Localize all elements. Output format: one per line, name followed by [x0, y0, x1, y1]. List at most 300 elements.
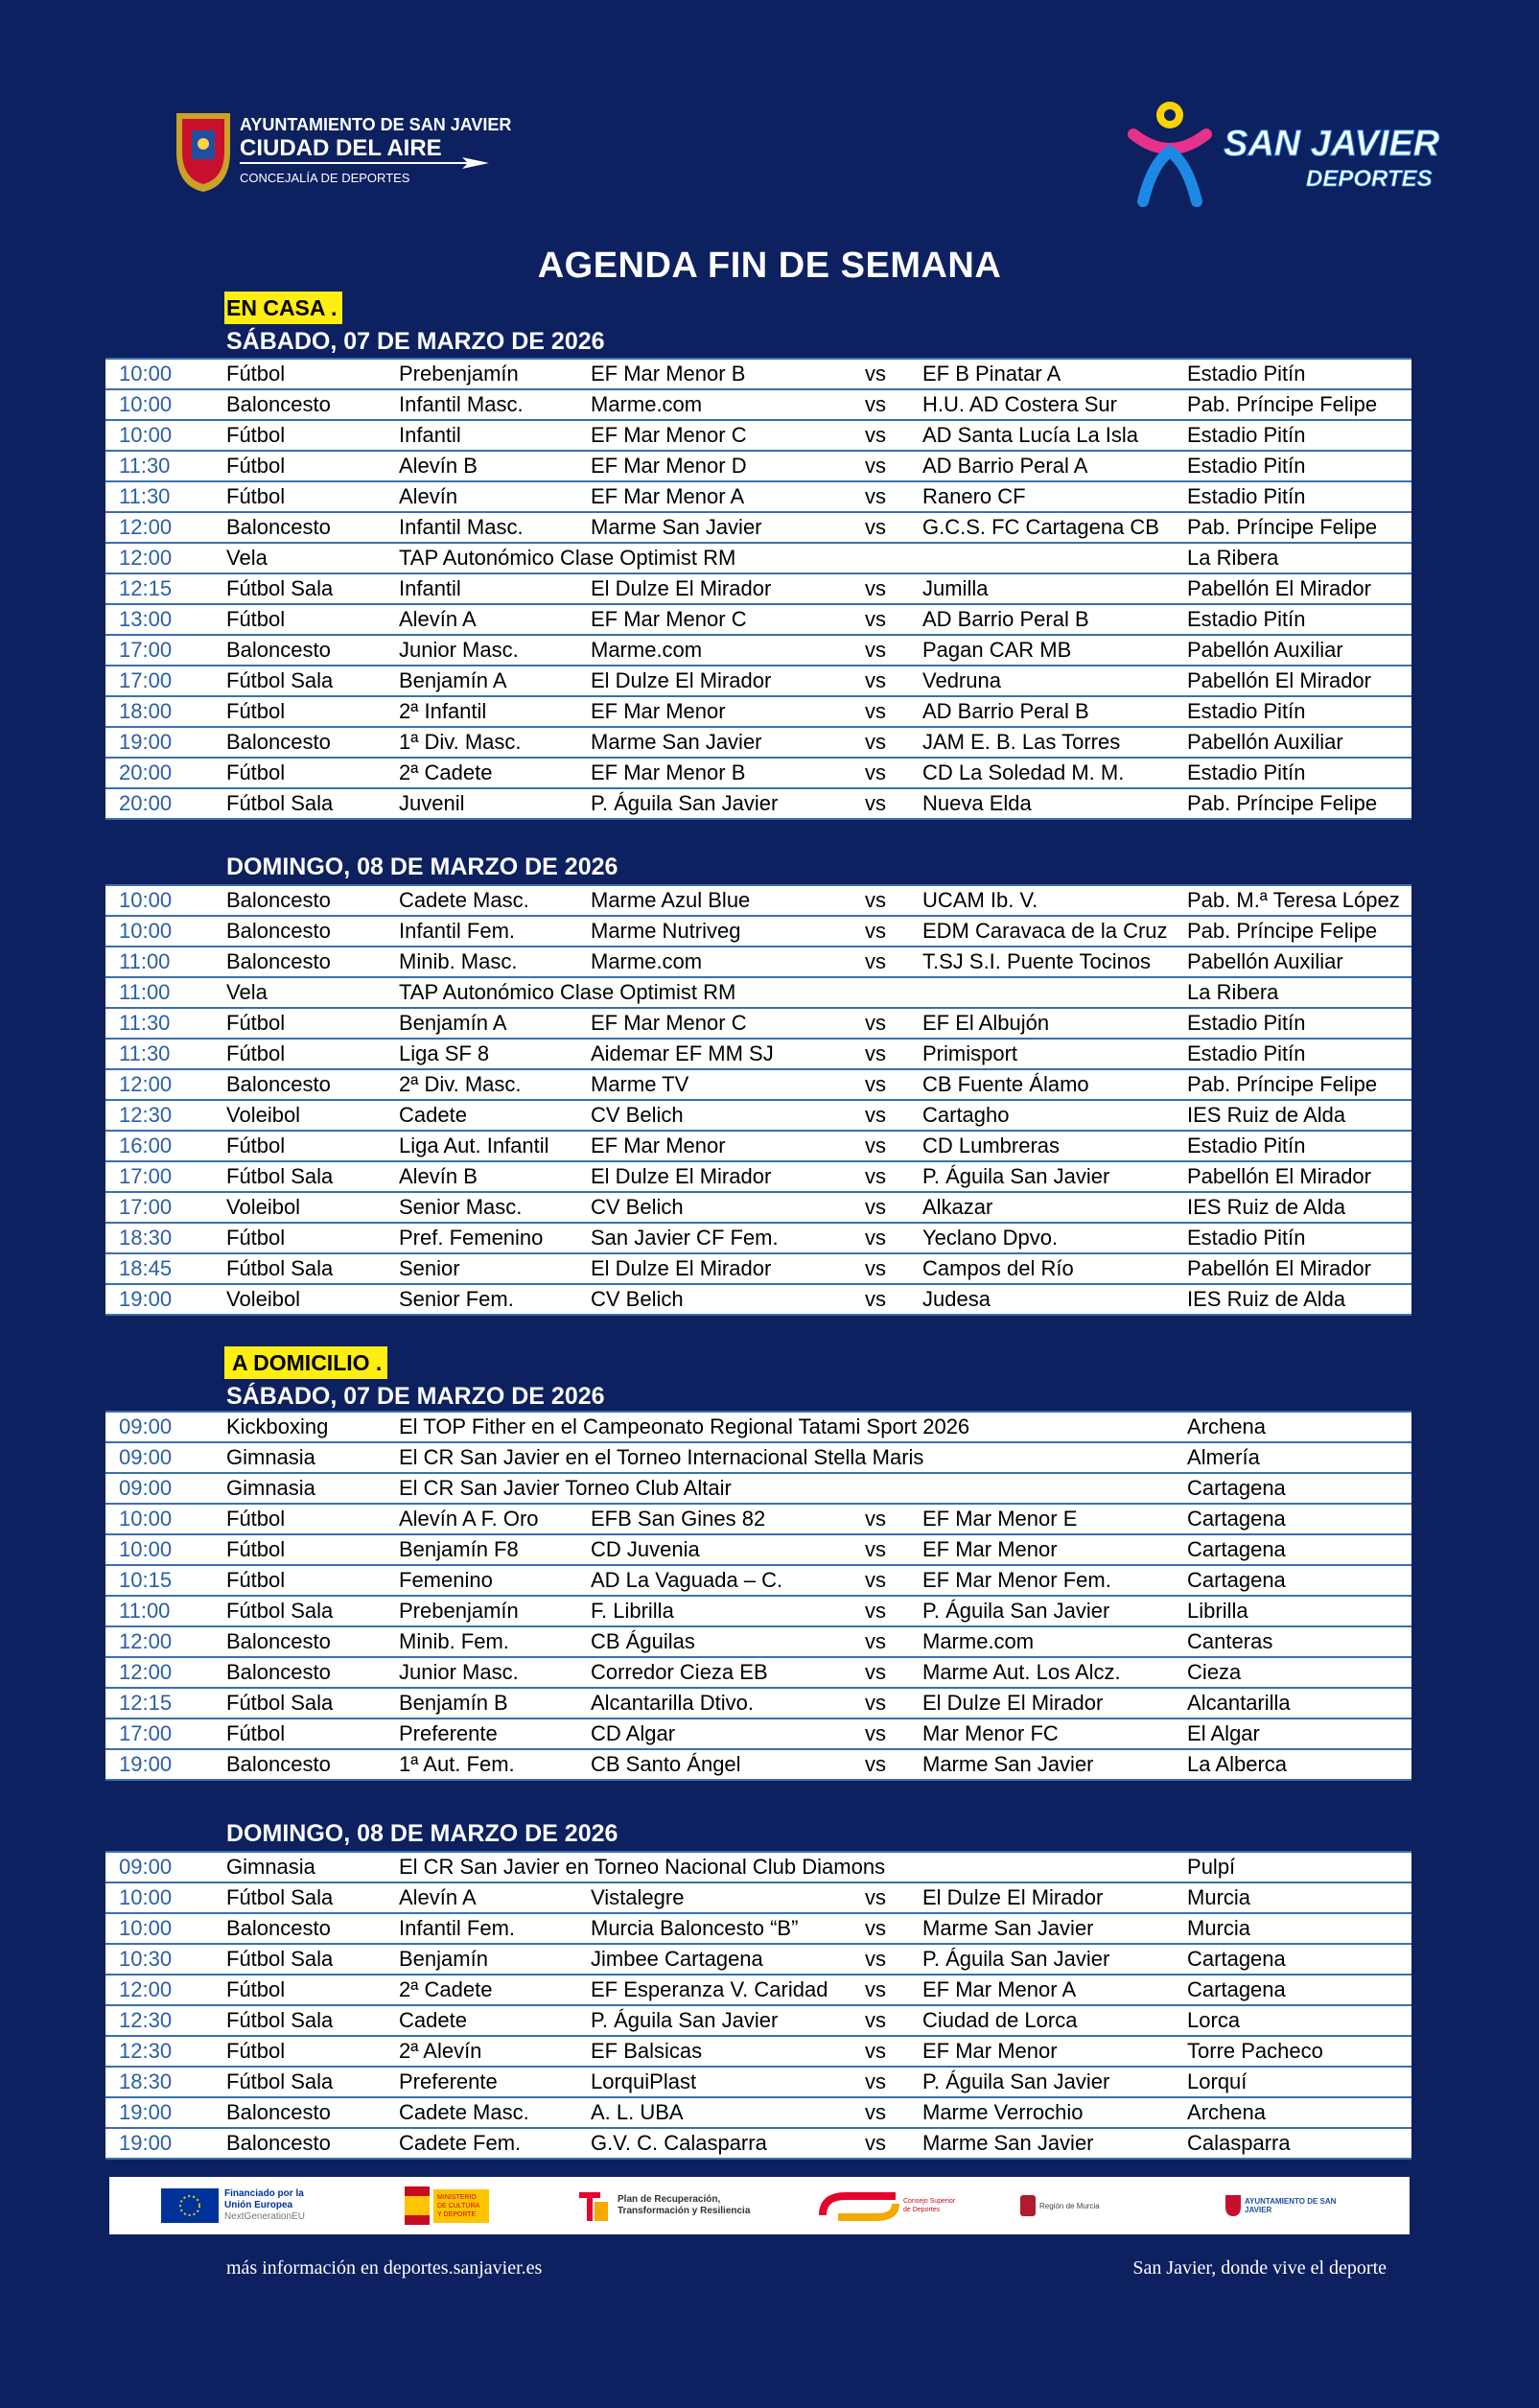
venue-cell: Cartagena: [1183, 1944, 1411, 1975]
venue-cell: Estadio Pitín: [1183, 481, 1411, 512]
sport-cell: Vela: [222, 977, 395, 1008]
venue-cell: Pab. Príncipe Felipe: [1183, 916, 1411, 947]
category-cell: Preferente: [395, 1718, 587, 1749]
vs-cell: vs: [861, 1131, 919, 1161]
csd-logo: [819, 2185, 957, 2227]
casa-saturday-title: SÁBADO, 07 DE MARZO DE 2026: [226, 328, 605, 355]
home-team-cell: EF Mar Menor: [587, 696, 861, 727]
event-row: [105, 1100, 1411, 1131]
home-team-cell: Alcantarilla Dtivo.: [587, 1688, 861, 1718]
event-row: [105, 2128, 1411, 2159]
csd-icon: [819, 2188, 899, 2223]
away-team-cell: EF Mar Menor: [919, 1534, 1183, 1565]
away-team-cell: Marme Aut. Los Alcz.: [919, 1657, 1183, 1688]
home-team-cell: EF Mar Menor D: [587, 451, 861, 481]
event-row: [105, 604, 1411, 635]
time-cell: 18:00: [105, 696, 222, 727]
vs-cell: vs: [861, 512, 919, 543]
category-cell: Cadete: [395, 2005, 587, 2036]
venue-cell: Alcantarilla: [1183, 1688, 1411, 1718]
category-cell: Infantil Fem.: [395, 1913, 587, 1944]
vs-cell: vs: [861, 1626, 919, 1657]
sport-cell: Baloncesto: [222, 512, 395, 543]
venue-cell: Murcia: [1183, 1913, 1411, 1944]
away-team-cell: CB Fuente Álamo: [919, 1069, 1183, 1100]
event-row: [105, 481, 1411, 512]
time-cell: 09:00: [105, 1412, 222, 1442]
sport-cell: Baloncesto: [222, 1913, 395, 1944]
away-team-cell: JAM E. B. Las Torres: [919, 727, 1183, 758]
event-row: [105, 1718, 1411, 1749]
event-row: [105, 1223, 1411, 1253]
category-cell: Junior Masc.: [395, 1657, 587, 1688]
a-domicilio-label: A DOMICILIO .: [224, 1346, 387, 1379]
footer-slogan: San Javier, donde vive el deporte: [1132, 2257, 1387, 2279]
away-team-cell: EF Mar Menor E: [919, 1504, 1183, 1534]
category-cell: Benjamín: [395, 1944, 587, 1975]
time-cell: 19:00: [105, 727, 222, 758]
event-row: [105, 1913, 1411, 1944]
time-cell: 12:15: [105, 1688, 222, 1718]
away-team-cell: P. Águila San Javier: [919, 1944, 1183, 1975]
event-row: [105, 1882, 1411, 1913]
vs-cell: vs: [861, 2067, 919, 2097]
casa-sunday-table: [105, 884, 1411, 1316]
away-team-cell: Primisport: [919, 1039, 1183, 1069]
category-cell: TAP Autonómico Clase Optimist RM: [395, 543, 1183, 573]
venue-cell: Calasparra: [1183, 2128, 1411, 2159]
funding-logos-strip: [109, 2177, 1410, 2234]
sport-cell: Fútbol: [222, 604, 395, 635]
category-cell: Pref. Femenino: [395, 1223, 587, 1253]
vs-cell: vs: [861, 1039, 919, 1069]
category-cell: 1ª Aut. Fem.: [395, 1749, 587, 1780]
vs-cell: vs: [861, 916, 919, 947]
time-cell: 11:30: [105, 481, 222, 512]
eu-subtext: NextGenerationEU: [224, 2211, 305, 2222]
time-cell: 10:00: [105, 359, 222, 389]
vs-cell: vs: [861, 1008, 919, 1039]
vs-cell: vs: [861, 2005, 919, 2036]
away-team-cell: El Dulze El Mirador: [919, 1688, 1183, 1718]
time-cell: 12:30: [105, 2036, 222, 2067]
venue-cell: Estadio Pitín: [1183, 1223, 1411, 1253]
vs-cell: vs: [861, 1657, 919, 1688]
ministry-logo: [405, 2185, 489, 2227]
sport-cell: Fútbol Sala: [222, 788, 395, 819]
venue-cell: Estadio Pitín: [1183, 359, 1411, 389]
time-cell: 10:30: [105, 1944, 222, 1975]
event-row: [105, 2036, 1411, 2067]
event-row: [105, 1975, 1411, 2005]
tr-icon: [575, 2186, 614, 2225]
event-row: [105, 1069, 1411, 1100]
away-team-cell: AD Barrio Peral B: [919, 604, 1183, 635]
away-team-cell: Vedruna: [919, 666, 1183, 696]
venue-cell: Cartagena: [1183, 1534, 1411, 1565]
time-cell: 09:00: [105, 1473, 222, 1504]
time-cell: 09:00: [105, 1442, 222, 1473]
sport-cell: Fútbol: [222, 1975, 395, 2005]
sport-cell: Fútbol: [222, 1008, 395, 1039]
home-team-cell: EF Mar Menor: [587, 1131, 861, 1161]
category-cell: Minib. Masc.: [395, 947, 587, 977]
away-team-cell: Marme San Javier: [919, 1913, 1183, 1944]
vs-cell: vs: [861, 1223, 919, 1253]
venue-cell: Estadio Pitín: [1183, 1008, 1411, 1039]
eu-flag-icon: [161, 2188, 219, 2223]
home-team-cell: EF Mar Menor B: [587, 758, 861, 788]
murcia-crest-icon: [1020, 2195, 1036, 2216]
spain-flag-icon: [405, 2186, 430, 2225]
category-cell: Juvenil: [395, 788, 587, 819]
home-team-cell: Marme.com: [587, 947, 861, 977]
event-row: [105, 543, 1411, 573]
event-row: [105, 696, 1411, 727]
category-cell: Benjamín F8: [395, 1534, 587, 1565]
time-cell: 10:00: [105, 1534, 222, 1565]
category-cell: Junior Masc.: [395, 635, 587, 666]
home-team-cell: EF Balsicas: [587, 2036, 861, 2067]
sport-cell: Voleibol: [222, 1100, 395, 1131]
vs-cell: vs: [861, 1161, 919, 1192]
time-cell: 11:30: [105, 451, 222, 481]
vs-cell: vs: [861, 359, 919, 389]
venue-cell: Estadio Pitín: [1183, 758, 1411, 788]
vs-cell: vs: [861, 696, 919, 727]
sport-cell: Fútbol Sala: [222, 2005, 395, 2036]
sport-cell: Kickboxing: [222, 1412, 395, 1442]
event-row: [105, 2005, 1411, 2036]
time-cell: 20:00: [105, 788, 222, 819]
home-team-cell: Marme San Javier: [587, 512, 861, 543]
event-row: [105, 1161, 1411, 1192]
venue-cell: Pab. Príncipe Felipe: [1183, 788, 1411, 819]
sport-cell: Baloncesto: [222, 947, 395, 977]
vs-cell: vs: [861, 604, 919, 635]
sport-cell: Gimnasia: [222, 1442, 395, 1473]
home-team-cell: EF Mar Menor C: [587, 1008, 861, 1039]
time-cell: 20:00: [105, 758, 222, 788]
plan-text: Plan de Recuperación, Transformación y Resiliencia: [618, 2194, 751, 2216]
event-row: [105, 1626, 1411, 1657]
event-row: [105, 1412, 1411, 1442]
home-team-cell: Jimbee Cartagena: [587, 1944, 861, 1975]
vs-cell: vs: [861, 1718, 919, 1749]
time-cell: 10:00: [105, 389, 222, 420]
event-row: [105, 1473, 1411, 1504]
venue-cell: Pabellón El Mirador: [1183, 666, 1411, 696]
domicilio-saturday-table: [105, 1411, 1411, 1781]
vs-cell: vs: [861, 635, 919, 666]
vs-cell: vs: [861, 947, 919, 977]
category-cell: Benjamín A: [395, 1008, 587, 1039]
sport-cell: Fútbol Sala: [222, 666, 395, 696]
event-row: [105, 1657, 1411, 1688]
vs-cell: vs: [861, 1688, 919, 1718]
event-row: [105, 788, 1411, 819]
vs-cell: vs: [861, 1944, 919, 1975]
ayto-small-logo: [1225, 2185, 1360, 2227]
venue-cell: Lorquí: [1183, 2067, 1411, 2097]
category-cell: Benjamín A: [395, 666, 587, 696]
home-team-cell: AD La Vaguada – C.: [587, 1565, 861, 1596]
home-team-cell: CD Algar: [587, 1718, 861, 1749]
venue-cell: Pabellón Auxiliar: [1183, 947, 1411, 977]
category-cell: 2ª Cadete: [395, 1975, 587, 2005]
vs-cell: vs: [861, 666, 919, 696]
sport-cell: Fútbol: [222, 451, 395, 481]
venue-cell: El Algar: [1183, 1718, 1411, 1749]
ayuntamiento-logo: [175, 107, 520, 194]
event-row: [105, 727, 1411, 758]
vs-cell: vs: [861, 727, 919, 758]
away-team-cell: Mar Menor FC: [919, 1718, 1183, 1749]
away-team-cell: P. Águila San Javier: [919, 2067, 1183, 2097]
venue-cell: Estadio Pitín: [1183, 1039, 1411, 1069]
sport-cell: Fútbol: [222, 696, 395, 727]
category-cell: Prebenjamín: [395, 1596, 587, 1626]
sport-cell: Fútbol: [222, 1039, 395, 1069]
vs-cell: vs: [861, 1504, 919, 1534]
sport-cell: Fútbol: [222, 420, 395, 451]
away-team-cell: P. Águila San Javier: [919, 1161, 1183, 1192]
time-cell: 19:00: [105, 1284, 222, 1315]
category-cell: 2ª Cadete: [395, 758, 587, 788]
away-team-cell: G.C.S. FC Cartagena CB: [919, 512, 1183, 543]
venue-cell: Estadio Pitín: [1183, 696, 1411, 727]
category-cell: Liga Aut. Infantil: [395, 1131, 587, 1161]
footer-info-link[interactable]: más información en deportes.sanjavier.es: [226, 2257, 543, 2279]
event-row: [105, 1565, 1411, 1596]
sport-cell: Voleibol: [222, 1192, 395, 1223]
time-cell: 10:15: [105, 1565, 222, 1596]
sport-cell: Fútbol: [222, 758, 395, 788]
time-cell: 13:00: [105, 604, 222, 635]
category-cell: Cadete: [395, 1100, 587, 1131]
vs-cell: vs: [861, 1284, 919, 1315]
away-team-cell: CD Lumbreras: [919, 1131, 1183, 1161]
venue-cell: Archena: [1183, 2097, 1411, 2128]
away-team-cell: EF El Albujón: [919, 1008, 1183, 1039]
vs-cell: vs: [861, 1913, 919, 1944]
venue-cell: Estadio Pitín: [1183, 604, 1411, 635]
vs-cell: vs: [861, 2128, 919, 2159]
page-title: AGENDA FIN DE SEMANA: [537, 245, 1002, 286]
venue-cell: Pabellón El Mirador: [1183, 1253, 1411, 1284]
venue-cell: Estadio Pitín: [1183, 451, 1411, 481]
time-cell: 17:00: [105, 666, 222, 696]
home-team-cell: G.V. C. Calasparra: [587, 2128, 861, 2159]
category-cell: El TOP Fither en el Campeonato Regional Tatami Sport 2026: [395, 1412, 1183, 1442]
category-cell: Alevín B: [395, 451, 587, 481]
sport-cell: Baloncesto: [222, 916, 395, 947]
region-murcia-logo: [1020, 2185, 1164, 2227]
away-team-cell: EDM Caravaca de la Cruz: [919, 916, 1183, 947]
event-row: [105, 2097, 1411, 2128]
venue-cell: Murcia: [1183, 1882, 1411, 1913]
vs-cell: vs: [861, 758, 919, 788]
sport-cell: Baloncesto: [222, 2128, 395, 2159]
away-team-cell: Marme.com: [919, 1626, 1183, 1657]
time-cell: 11:30: [105, 1008, 222, 1039]
sport-cell: Voleibol: [222, 1284, 395, 1315]
venue-cell: La Ribera: [1183, 977, 1411, 1008]
venue-cell: La Ribera: [1183, 543, 1411, 573]
event-row: [105, 389, 1411, 420]
home-team-cell: Aidemar EF MM SJ: [587, 1039, 861, 1069]
event-row: [105, 512, 1411, 543]
venue-cell: Pabellón El Mirador: [1183, 1161, 1411, 1192]
time-cell: 12:00: [105, 1069, 222, 1100]
home-team-cell: A. L. UBA: [587, 2097, 861, 2128]
event-row: [105, 1944, 1411, 1975]
away-team-cell: EF B Pinatar A: [919, 359, 1183, 389]
away-team-cell: AD Barrio Peral A: [919, 451, 1183, 481]
home-team-cell: El Dulze El Mirador: [587, 573, 861, 604]
category-cell: 2ª Div. Masc.: [395, 1069, 587, 1100]
venue-cell: Pab. Príncipe Felipe: [1183, 1069, 1411, 1100]
home-team-cell: Marme Azul Blue: [587, 885, 861, 916]
time-cell: 18:30: [105, 1223, 222, 1253]
home-team-cell: EF Mar Menor B: [587, 359, 861, 389]
san-javier-deportes-logo: [1124, 96, 1440, 211]
venue-cell: Cartagena: [1183, 1473, 1411, 1504]
category-cell: 2ª Infantil: [395, 696, 587, 727]
category-cell: Alevín A F. Oro: [395, 1504, 587, 1534]
vs-cell: vs: [861, 1069, 919, 1100]
vs-cell: vs: [861, 2036, 919, 2067]
home-team-cell: El Dulze El Mirador: [587, 1253, 861, 1284]
sport-cell: Fútbol Sala: [222, 1596, 395, 1626]
region-text: Región de Murcia: [1039, 2201, 1100, 2210]
category-cell: Alevín B: [395, 1161, 587, 1192]
event-row: [105, 1504, 1411, 1534]
sport-cell: Fútbol Sala: [222, 1161, 395, 1192]
event-row: [105, 1253, 1411, 1284]
away-team-cell: El Dulze El Mirador: [919, 1882, 1183, 1913]
sport-cell: Baloncesto: [222, 885, 395, 916]
away-team-cell: Pagan CAR MB: [919, 635, 1183, 666]
sport-cell: Fútbol Sala: [222, 1688, 395, 1718]
category-cell: Alevín A: [395, 1882, 587, 1913]
time-cell: 12:15: [105, 573, 222, 604]
sport-cell: Gimnasia: [222, 1473, 395, 1504]
away-team-cell: Cartagho: [919, 1100, 1183, 1131]
sport-cell: Baloncesto: [222, 1657, 395, 1688]
category-cell: Infantil Fem.: [395, 916, 587, 947]
category-cell: Infantil Masc.: [395, 512, 587, 543]
sport-cell: Baloncesto: [222, 635, 395, 666]
away-team-cell: AD Santa Lucía La Isla: [919, 420, 1183, 451]
sport-cell: Vela: [222, 543, 395, 573]
category-cell: Infantil: [395, 573, 587, 604]
category-cell: Prebenjamín: [395, 359, 587, 389]
event-row: [105, 758, 1411, 788]
event-row: [105, 1596, 1411, 1626]
venue-cell: Pabellón El Mirador: [1183, 573, 1411, 604]
event-row: [105, 1688, 1411, 1718]
category-cell: El CR San Javier en Torneo Nacional Club Diamons: [395, 1852, 1183, 1882]
venue-cell: Canteras: [1183, 1626, 1411, 1657]
ayto-line3: CONCEJALÍA DE DEPORTES: [240, 171, 410, 185]
sport-cell: Baloncesto: [222, 389, 395, 420]
event-row: [105, 1284, 1411, 1315]
time-cell: 19:00: [105, 2128, 222, 2159]
away-team-cell: Marme San Javier: [919, 2128, 1183, 2159]
sport-cell: Baloncesto: [222, 2097, 395, 2128]
sport-cell: Fútbol: [222, 1223, 395, 1253]
home-team-cell: San Javier CF Fem.: [587, 1223, 861, 1253]
category-cell: Benjamín B: [395, 1688, 587, 1718]
sport-cell: Fútbol: [222, 2036, 395, 2067]
event-row: [105, 1442, 1411, 1473]
away-team-cell: Yeclano Dpvo.: [919, 1223, 1183, 1253]
vs-cell: vs: [861, 1882, 919, 1913]
time-cell: 11:00: [105, 1596, 222, 1626]
venue-cell: Lorca: [1183, 2005, 1411, 2036]
time-cell: 17:00: [105, 635, 222, 666]
vs-cell: vs: [861, 451, 919, 481]
home-team-cell: EFB San Gines 82: [587, 1504, 861, 1534]
vs-cell: vs: [861, 1253, 919, 1284]
away-team-cell: T.SJ S.I. Puente Tocinos: [919, 947, 1183, 977]
sport-cell: Baloncesto: [222, 1749, 395, 1780]
event-row: [105, 1852, 1411, 1882]
venue-cell: Pab. M.ª Teresa López: [1183, 885, 1411, 916]
time-cell: 18:30: [105, 2067, 222, 2097]
time-cell: 10:00: [105, 916, 222, 947]
event-row: [105, 420, 1411, 451]
event-row: [105, 635, 1411, 666]
event-row: [105, 1534, 1411, 1565]
brand-line1: SAN JAVIER: [1224, 124, 1440, 164]
away-team-cell: Ciudad de Lorca: [919, 2005, 1183, 2036]
category-cell: Femenino: [395, 1565, 587, 1596]
home-team-cell: Corredor Cieza EB: [587, 1657, 861, 1688]
event-row: [105, 359, 1411, 389]
vs-cell: vs: [861, 788, 919, 819]
vs-cell: vs: [861, 1534, 919, 1565]
sport-cell: Fútbol Sala: [222, 1944, 395, 1975]
time-cell: 09:00: [105, 1852, 222, 1882]
sport-cell: Gimnasia: [222, 1852, 395, 1882]
event-row: [105, 977, 1411, 1008]
sport-cell: Fútbol: [222, 1718, 395, 1749]
event-row: [105, 2067, 1411, 2097]
sport-cell: Fútbol: [222, 1565, 395, 1596]
venue-cell: Cieza: [1183, 1657, 1411, 1688]
time-cell: 19:00: [105, 1749, 222, 1780]
vs-cell: vs: [861, 2097, 919, 2128]
time-cell: 17:00: [105, 1192, 222, 1223]
event-row: [105, 573, 1411, 604]
time-cell: 12:00: [105, 543, 222, 573]
home-team-cell: P. Águila San Javier: [587, 2005, 861, 2036]
category-cell: Liga SF 8: [395, 1039, 587, 1069]
ayto-small-text: AYUNTAMIENTO DE SAN JAVIER: [1245, 2197, 1337, 2214]
coat-of-arms-icon: [175, 107, 520, 194]
home-team-cell: CV Belich: [587, 1284, 861, 1315]
category-cell: El CR San Javier Torneo Club Altair: [395, 1473, 1183, 1504]
sport-cell: Fútbol Sala: [222, 1253, 395, 1284]
away-team-cell: EF Mar Menor A: [919, 1975, 1183, 2005]
ayto-line2: CIUDAD DEL AIRE: [240, 135, 442, 161]
venue-cell: Cartagena: [1183, 1975, 1411, 2005]
sport-cell: Fútbol: [222, 359, 395, 389]
casa-sunday-title: DOMINGO, 08 DE MARZO DE 2026: [226, 853, 618, 880]
time-cell: 11:00: [105, 947, 222, 977]
